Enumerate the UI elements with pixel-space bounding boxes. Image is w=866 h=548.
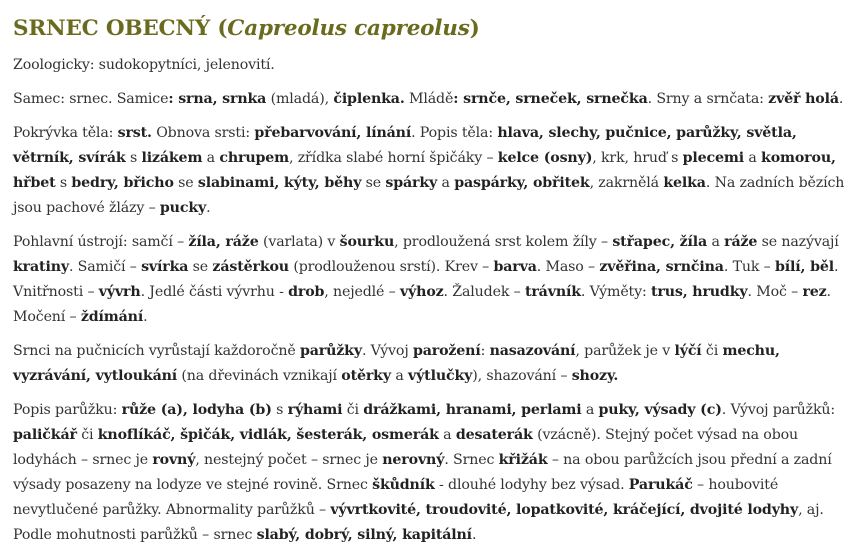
bold-term: střapec, žíla [612,234,708,250]
bold-term: komorou, hřbet [13,150,836,191]
text-run: . [143,309,148,325]
text-run: , nejedlé – [324,284,400,300]
bold-term: slabý, dobrý, silný, kapitální [256,527,472,543]
title-common-name: SRNEC OBECNÝ ( [13,16,228,41]
text-run: , nestejný počet – srnec je [195,452,383,468]
text-run: Zoologicky: sudokopytníci, jelenovití. [13,57,275,73]
text-run: se [188,259,213,275]
bold-term: paličkář [13,427,77,443]
text-run: . Žaludek – [443,284,525,300]
text-run: . Srnec [444,452,499,468]
text-run: , zakrnělá [589,175,664,191]
text-run: Pokrývka těla: [13,125,118,141]
text-run: se [361,175,386,191]
bold-term: desaterák [455,427,533,443]
bold-term: křižák [498,452,548,468]
text-run: se [173,175,198,191]
bold-term: : srnče, srneček, srnečka [453,91,648,107]
bold-term: svírka [141,259,189,275]
bold-term: Parukáč [628,477,693,493]
bold-term: bílí, běl [775,259,834,275]
bold-term: růže (a), lodyha (b) [121,402,272,418]
bold-term: lýčí [674,343,702,359]
title-close: ) [469,16,480,41]
text-run: a [581,402,599,418]
bold-term: drážkami, hranami, perlami [363,402,582,418]
bold-term: srst. [117,125,152,141]
page-title [13,14,858,44]
bold-term: chrupem [219,150,289,166]
text-run: s [55,175,72,191]
bold-term: čiplenka. [333,91,405,107]
paragraph [13,398,858,548]
bold-term: paspárky, obřitek [454,175,590,191]
text-run: či [342,402,364,418]
bold-term: zvěř holá [768,91,839,107]
text-run: (prodlouženou srstí). Krev – [288,259,494,275]
bold-term: ždímání [80,309,144,325]
text-run: . Vývoj parůžků: [721,402,836,418]
paragraph [13,121,858,221]
bold-term: zvěřina, srnčina [599,259,724,275]
bold-term: výhoz [399,284,444,300]
bold-term: hlava, slechy, pučnice, parůžky, světla, větrník, svírák [13,125,797,166]
text-run: a [390,368,408,384]
bold-term: parožení [412,343,481,359]
bold-term: shozy. [571,368,619,384]
text-run: Mládě [404,91,454,107]
bold-term: škůdník [372,477,435,493]
text-run: či [701,343,723,359]
text-run: . [471,527,477,543]
text-run: . Vývoj [361,343,413,359]
bold-term: rovný [152,452,196,468]
text-run: Obnova srsti: [151,125,255,141]
text-run: a [202,150,220,166]
text-run: . Výměty: [580,284,651,300]
bold-term: šourku [339,234,395,250]
text-run: (mladá), [266,91,334,107]
paragraph [13,87,858,112]
text-run: či [76,427,98,443]
paragraph [13,53,858,78]
text-run: a [438,427,456,443]
text-run: (na dřevinách vznikají [177,368,342,384]
bold-term: parůžky [299,343,362,359]
text-run: . Vnitřnosti – [13,259,839,300]
bold-term: plecemi [682,150,744,166]
bold-term: slabinami, kýty, běhy [197,175,362,191]
text-run: (varlata) v [258,234,340,250]
bold-term: vývrh [98,284,141,300]
text-run: s [125,150,142,166]
text-run: - dlouhé lodyhy bez výsad. [434,477,629,493]
bold-term: kratiny [13,259,69,275]
text-run: , prodloužená srst kolem žíly – [394,234,613,250]
bold-term: drob [288,284,325,300]
text-run: s [271,402,288,418]
text-run: se nazývají [757,234,839,250]
text-run: : [480,343,490,359]
bold-term: ráže [724,234,758,250]
text-run: a [707,234,725,250]
bold-term: žíla, ráže [188,234,259,250]
text-run: , aj. Podle mohutnosti parůžků – srnec [13,502,824,543]
text-run: ), shazování – [472,368,572,384]
title-latin-name: Capreolus capreolus [227,16,470,41]
bold-term: spárky [385,175,438,191]
bold-term: barva [493,259,537,275]
text-run: . [838,91,844,107]
bold-term: přebarvování, línání [254,125,412,141]
bold-term: trávník [524,284,581,300]
bold-term: pucky [159,200,207,216]
bold-term: mechu, vyzrávání, vytloukání [13,343,780,384]
text-run: . [206,200,211,216]
bold-term: kelce (osny) [497,150,593,166]
text-run: Samec: srnec. Samice [13,91,169,107]
article-body [13,53,858,548]
text-run: . Moč – [747,284,803,300]
text-run: . Močení – [13,284,831,325]
text-run: , parůžek je v [575,343,675,359]
text-run: . Srny a srnčata: [647,91,769,107]
bold-term: nasazování [489,343,576,359]
bold-term: kelka [663,175,706,191]
text-run: a [437,175,455,191]
bold-term: lizákem [141,150,203,166]
text-run: . Na zadních bězích jsou pachové žlázy – [13,175,845,216]
text-run: – houbovité nevytlučené parůžky. Abnormality parůžků – [13,477,779,518]
bold-term: nerovný [382,452,445,468]
bold-term: knoflíkáč, špičák, vidlák, šesterák, osmerák [97,427,439,443]
bold-term: bedry, břicho [71,175,174,191]
paragraph [13,339,858,389]
bold-term: puky, výsady (c) [598,402,722,418]
text-run: . Jedlé části vývrhu - [140,284,289,300]
text-run: Pohlavní ústrojí: samčí – [13,234,189,250]
bold-term: rýhami [287,402,343,418]
text-run: . Popis těla: [411,125,498,141]
bold-term: otěrky [341,368,391,384]
paragraph [13,230,858,330]
text-run: a [743,150,762,166]
text-run: . Samičí – [68,259,142,275]
text-run: Srnci na pučnicích vyrůstají každoročně [13,343,300,359]
bold-term: trus, hrudky [650,284,748,300]
text-run: . Maso – [536,259,600,275]
text-run: – na obou parůžcích jsou přední a zadní výsady posazeny na lodyze ve stejné rovině. Srnec [13,452,832,493]
bold-term: rez [802,284,827,300]
bold-term: zástěrkou [212,259,289,275]
text-run: , krk, hruď s [592,150,683,166]
text-run: , zřídka slabé horní špičáky – [289,150,498,166]
text-run: (vzácně). Stejný počet výsad na obou lodyhách – srnec je [13,427,799,468]
bold-term: : srna, srnka [168,91,267,107]
text-run: . Tuk – [723,259,775,275]
bold-term: výtlučky [407,368,473,384]
bold-term: vývrtkovité, troudovité, lopatkovité, kráčející, dvojité lodyhy [330,502,799,518]
text-run: Popis parůžku: [13,402,122,418]
